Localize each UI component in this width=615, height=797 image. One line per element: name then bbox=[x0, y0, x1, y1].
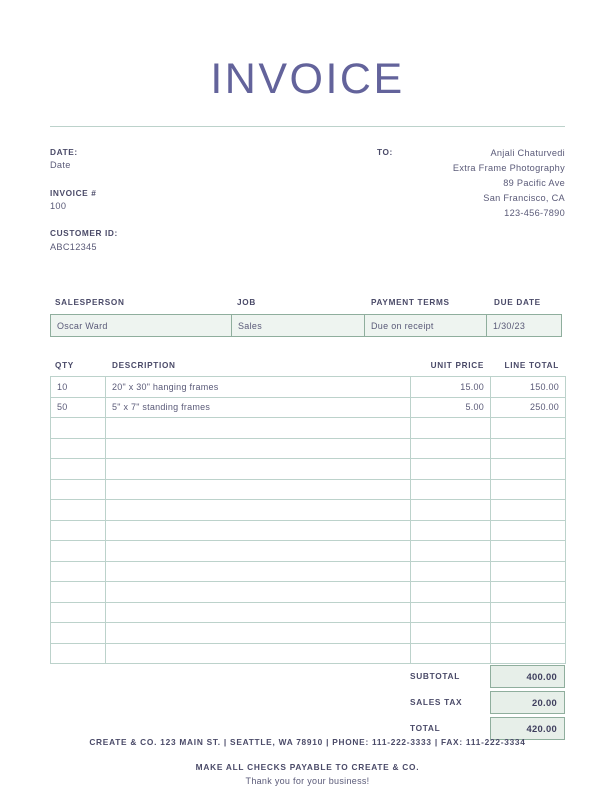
invoice-number-value[interactable]: 100 bbox=[50, 201, 67, 212]
recipient-line: Anjali Chaturvedi bbox=[490, 148, 565, 158]
subtotal-value[interactable]: 400.00 bbox=[490, 665, 565, 688]
table-row bbox=[51, 520, 566, 541]
total-label: TOTAL bbox=[410, 723, 441, 734]
table-row bbox=[51, 418, 566, 439]
table-row bbox=[51, 397, 566, 418]
payment-terms-cell[interactable]: Due on receipt bbox=[364, 314, 487, 337]
description-cell[interactable] bbox=[106, 561, 411, 582]
description-cell[interactable] bbox=[106, 479, 411, 500]
table-row bbox=[51, 623, 566, 644]
invoice-meta-left bbox=[50, 146, 300, 254]
payment-terms-header: PAYMENT TERMS bbox=[371, 298, 450, 308]
title-area bbox=[50, 0, 565, 101]
line-total-cell[interactable] bbox=[491, 602, 566, 623]
recipient-line: Extra Frame Photography bbox=[452, 162, 565, 173]
date-field bbox=[50, 146, 300, 173]
customer-id-value[interactable]: ABC12345 bbox=[50, 241, 97, 252]
qty-cell[interactable]: 50 bbox=[51, 397, 106, 418]
unit-price-cell[interactable] bbox=[411, 582, 491, 603]
description-cell[interactable] bbox=[106, 582, 411, 603]
header-divider bbox=[50, 126, 565, 127]
unit-price-cell[interactable] bbox=[411, 623, 491, 644]
line-total-cell[interactable] bbox=[491, 418, 566, 439]
unit-price-cell[interactable] bbox=[411, 500, 491, 521]
description-cell[interactable] bbox=[106, 520, 411, 541]
page-title: INVOICE bbox=[210, 55, 405, 103]
unit-price-cell[interactable] bbox=[411, 561, 491, 582]
line-total-cell[interactable]: 250.00 bbox=[491, 397, 566, 418]
date-label: DATE: bbox=[50, 147, 78, 157]
description-cell[interactable] bbox=[106, 643, 411, 664]
subtotal-label: SUBTOTAL bbox=[410, 671, 461, 682]
recipient-label: TO: bbox=[376, 147, 393, 157]
customer-id-label: CUSTOMER ID: bbox=[50, 228, 118, 239]
table-row bbox=[51, 459, 566, 480]
table-row bbox=[51, 561, 566, 582]
line-total-cell[interactable] bbox=[491, 520, 566, 541]
description-cell[interactable] bbox=[106, 438, 411, 459]
total-value[interactable]: 420.00 bbox=[490, 717, 565, 740]
company-contact-line: CREATE & CO. 123 MAIN ST. | SEATTLE, WA 78910 | PHONE: 111-222-3333 | FAX: 111-222-3334 bbox=[89, 737, 526, 747]
recipient-line: San Francisco, CA bbox=[483, 192, 565, 203]
salesperson-cell[interactable]: Oscar Ward bbox=[50, 314, 232, 337]
sales-tax-row bbox=[50, 690, 565, 714]
line-total-cell[interactable] bbox=[491, 623, 566, 644]
description-cell[interactable] bbox=[106, 541, 411, 562]
unit-price-cell[interactable]: 5.00 bbox=[411, 397, 491, 418]
qty-cell[interactable] bbox=[51, 561, 106, 582]
qty-cell[interactable]: 10 bbox=[51, 377, 106, 398]
line-total-cell[interactable] bbox=[491, 643, 566, 664]
table-row bbox=[51, 500, 566, 521]
qty-cell[interactable] bbox=[51, 643, 106, 664]
table-row bbox=[51, 541, 566, 562]
unit-price-header: UNIT PRICE bbox=[430, 361, 484, 371]
qty-cell[interactable] bbox=[51, 623, 106, 644]
due-date-cell[interactable]: 1/30/23 bbox=[486, 314, 562, 337]
payable-note: MAKE ALL CHECKS PAYABLE TO CREATE & CO. bbox=[195, 762, 420, 773]
line-total-cell[interactable] bbox=[491, 582, 566, 603]
description-cell[interactable] bbox=[106, 459, 411, 480]
table-row bbox=[51, 479, 566, 500]
unit-price-cell[interactable] bbox=[411, 541, 491, 562]
job-header: JOB bbox=[237, 298, 256, 308]
info-table-header bbox=[50, 298, 565, 307]
line-total-cell[interactable] bbox=[491, 500, 566, 521]
recipient-line: 123-456-7890 bbox=[504, 207, 565, 218]
qty-cell[interactable] bbox=[51, 520, 106, 541]
qty-cell[interactable] bbox=[51, 500, 106, 521]
invoice-number-field bbox=[50, 187, 300, 214]
table-row bbox=[51, 643, 566, 664]
footer-bar bbox=[50, 737, 565, 747]
unit-price-cell[interactable] bbox=[411, 438, 491, 459]
totals-section bbox=[50, 664, 565, 740]
subtotal-row bbox=[50, 664, 565, 688]
salesperson-header: SALESPERSON bbox=[55, 298, 125, 308]
due-date-header: DUE DATE bbox=[494, 298, 541, 308]
sales-tax-label: SALES TAX bbox=[410, 697, 463, 708]
unit-price-cell[interactable] bbox=[411, 643, 491, 664]
qty-cell[interactable] bbox=[51, 479, 106, 500]
description-header: DESCRIPTION bbox=[112, 361, 176, 371]
unit-price-cell[interactable] bbox=[411, 520, 491, 541]
qty-cell[interactable] bbox=[51, 438, 106, 459]
table-row bbox=[51, 602, 566, 623]
description-cell[interactable]: 20" x 30" hanging frames bbox=[106, 377, 411, 398]
line-total-cell[interactable] bbox=[491, 541, 566, 562]
unit-price-cell[interactable]: 15.00 bbox=[411, 377, 491, 398]
unit-price-cell[interactable] bbox=[411, 479, 491, 500]
date-value[interactable]: Date bbox=[50, 160, 71, 171]
invoice-number-label: INVOICE # bbox=[50, 187, 97, 198]
description-cell[interactable] bbox=[106, 623, 411, 644]
unit-price-cell[interactable] bbox=[411, 459, 491, 480]
line-total-cell[interactable] bbox=[491, 479, 566, 500]
unit-price-cell[interactable] bbox=[411, 602, 491, 623]
qty-cell[interactable] bbox=[51, 459, 106, 480]
table-row bbox=[51, 438, 566, 459]
qty-cell[interactable] bbox=[51, 602, 106, 623]
thank-you-note: Thank you for your business! bbox=[245, 776, 370, 787]
line-total-cell[interactable]: 150.00 bbox=[491, 377, 566, 398]
qty-cell[interactable] bbox=[51, 582, 106, 603]
qty-header: QTY bbox=[55, 361, 74, 371]
table-row bbox=[51, 377, 566, 398]
description-cell[interactable] bbox=[106, 500, 411, 521]
customer-id-field bbox=[50, 227, 300, 254]
description-cell[interactable] bbox=[106, 418, 411, 439]
items-table bbox=[50, 376, 566, 664]
line-total-cell[interactable] bbox=[491, 459, 566, 480]
invoice-meta-right bbox=[305, 146, 565, 254]
description-cell[interactable] bbox=[106, 602, 411, 623]
info-table-row bbox=[50, 314, 565, 337]
description-cell[interactable]: 5" x 7" standing frames bbox=[106, 397, 411, 418]
qty-cell[interactable] bbox=[51, 418, 106, 439]
sales-tax-value[interactable]: 20.00 bbox=[490, 691, 565, 714]
recipient-address[interactable] bbox=[453, 146, 565, 254]
job-cell[interactable]: Sales bbox=[231, 314, 365, 337]
line-total-cell[interactable] bbox=[491, 561, 566, 582]
table-row bbox=[51, 582, 566, 603]
invoice-meta bbox=[50, 146, 565, 254]
recipient-line: 89 Pacific Ave bbox=[503, 177, 565, 188]
items-table-header bbox=[50, 361, 565, 376]
unit-price-cell[interactable] bbox=[411, 418, 491, 439]
qty-cell[interactable] bbox=[51, 541, 106, 562]
line-total-header: LINE TOTAL bbox=[504, 361, 559, 371]
line-total-cell[interactable] bbox=[491, 438, 566, 459]
items-table-body bbox=[51, 377, 566, 664]
